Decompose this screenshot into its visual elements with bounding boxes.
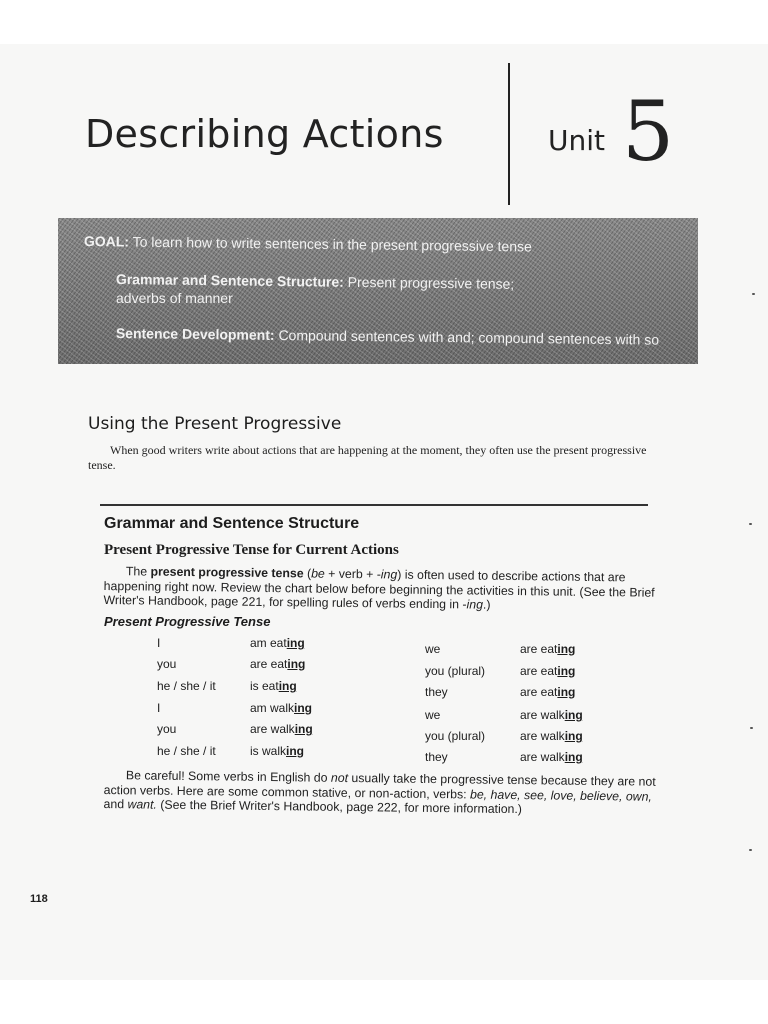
verb-form-cell [250,636,305,650]
term-italic: ing [380,567,398,582]
verb-base: are walk [520,708,565,722]
term-italic: ing [466,597,484,612]
verb-form-cell [520,685,575,699]
pronoun-cell: I [157,636,161,650]
caution-paragraph [103,768,655,818]
verb-form-cell [520,642,575,656]
verb-base: are walk [250,722,295,736]
ing-ending: ing [564,750,583,764]
text-run: + verb + - [324,566,381,582]
verb-base: are eat [250,657,288,671]
ing-ending: ing [564,708,583,722]
scan-margin-top [0,0,768,44]
scan-speck [749,849,752,851]
text-run: ) is often used to describe actions that are happening right now. Review the chart below before beginning the activities in this unit. (See the Brief Writer's Handbook, page 221, for spelling rules of verbs ending in - [103,567,655,612]
pronoun-cell: you (plural) [425,664,486,678]
development-line [116,325,659,348]
verb-form-cell [250,657,305,671]
pronoun-cell: you [157,722,177,736]
goal-label: GOAL: [83,233,130,250]
ing-ending: ing [294,722,313,736]
section-heading-grammar: Grammar and Sentence Structure [104,515,360,532]
verb-base: is eat [250,679,279,693]
pronoun-cell: you (plural) [425,729,486,743]
explanation-paragraph [103,564,655,614]
grammar-text-2: adverbs of manner [116,290,233,306]
section-divider [100,504,648,506]
verb-base: are eat [520,685,558,699]
goal-box [58,218,698,364]
ing-ending: ing [287,657,306,671]
ing-ending: ing [557,685,576,699]
ing-ending: ing [557,642,576,656]
scan-speck [750,727,753,729]
title-divider [508,63,510,205]
text-run: usually take the progressive tense because they are not action verbs. Here are some common stative, or non-action, verbs: [103,770,656,801]
term-italic: not [330,770,349,785]
verb-base: am walk [250,701,295,715]
pronoun-cell: he / she / it [157,679,216,693]
pronoun-cell: they [425,685,448,699]
verb-form-cell [520,708,583,722]
verb-base: am eat [250,636,287,650]
verb-form-cell [250,679,297,693]
pronoun-cell: he / she / it [157,744,216,758]
verb-form-cell [520,664,575,678]
unit-label: Unit [548,124,605,157]
verb-form-cell [520,750,583,764]
text-run: Be careful! Some verbs in English do [125,768,332,785]
unit-title: Describing Actions [85,112,444,156]
verb-base: are walk [520,729,565,743]
page-number: 118 [30,893,48,905]
grammar-line-2 [116,290,233,306]
term-italic: be [311,566,325,581]
ing-ending: ing [286,636,305,650]
ing-ending: ing [557,664,576,678]
term-bold: present progressive tense [150,564,304,581]
pronoun-cell: they [425,750,448,764]
textbook-page [0,44,768,980]
tense-chart-label: Present Progressive Tense [104,614,271,629]
ing-ending: ing [294,701,313,715]
grammar-line [116,271,515,292]
term-italic: want. [127,797,157,812]
pronoun-cell: you [157,657,177,671]
verb-form-cell [250,744,304,758]
verb-base: are eat [520,664,558,678]
term-italic: be, have, see, love, believe, own, [469,786,652,804]
verb-form-cell [250,722,313,736]
grammar-text: Present progressive tense; [347,273,515,292]
goal-line [84,233,532,254]
goal-text: To learn how to write sentences in the present progressive tense [132,233,532,255]
scan-margin-bottom [0,980,768,1024]
ing-ending: ing [286,744,305,758]
verb-base: is walk [250,744,287,758]
verb-form-cell [250,701,312,715]
text-run: and [103,796,128,812]
development-label: Sentence Development: [115,325,275,343]
intro-paragraph: When good writers write about actions that are happening at the moment, they often use the present progressive tense. [88,443,647,472]
development-text: Compound sentences with and; compound sentences with so [278,326,660,348]
pronoun-cell: we [425,642,441,656]
ing-ending: ing [278,679,297,693]
section-heading-using: Using the Present Progressive [88,414,342,434]
verb-base: are eat [520,642,558,656]
scan-speck [752,293,755,295]
pronoun-cell: we [425,708,441,722]
scan-speck [749,523,752,525]
unit-number: 5 [622,85,675,180]
verb-base: are walk [520,750,565,764]
text-run: (See the Brief Writer's Handbook, page 222, for more information.) [156,797,523,817]
grammar-label: Grammar and Sentence Structure: [115,271,344,290]
ing-ending: ing [564,729,583,743]
text-run: ( [303,566,312,581]
verb-form-cell [520,729,583,743]
pronoun-cell: I [157,701,161,715]
text-run: The [125,564,151,579]
subheading-present-progressive: Present Progressive Tense for Current Actions [104,542,399,558]
text-run: .) [482,597,491,612]
